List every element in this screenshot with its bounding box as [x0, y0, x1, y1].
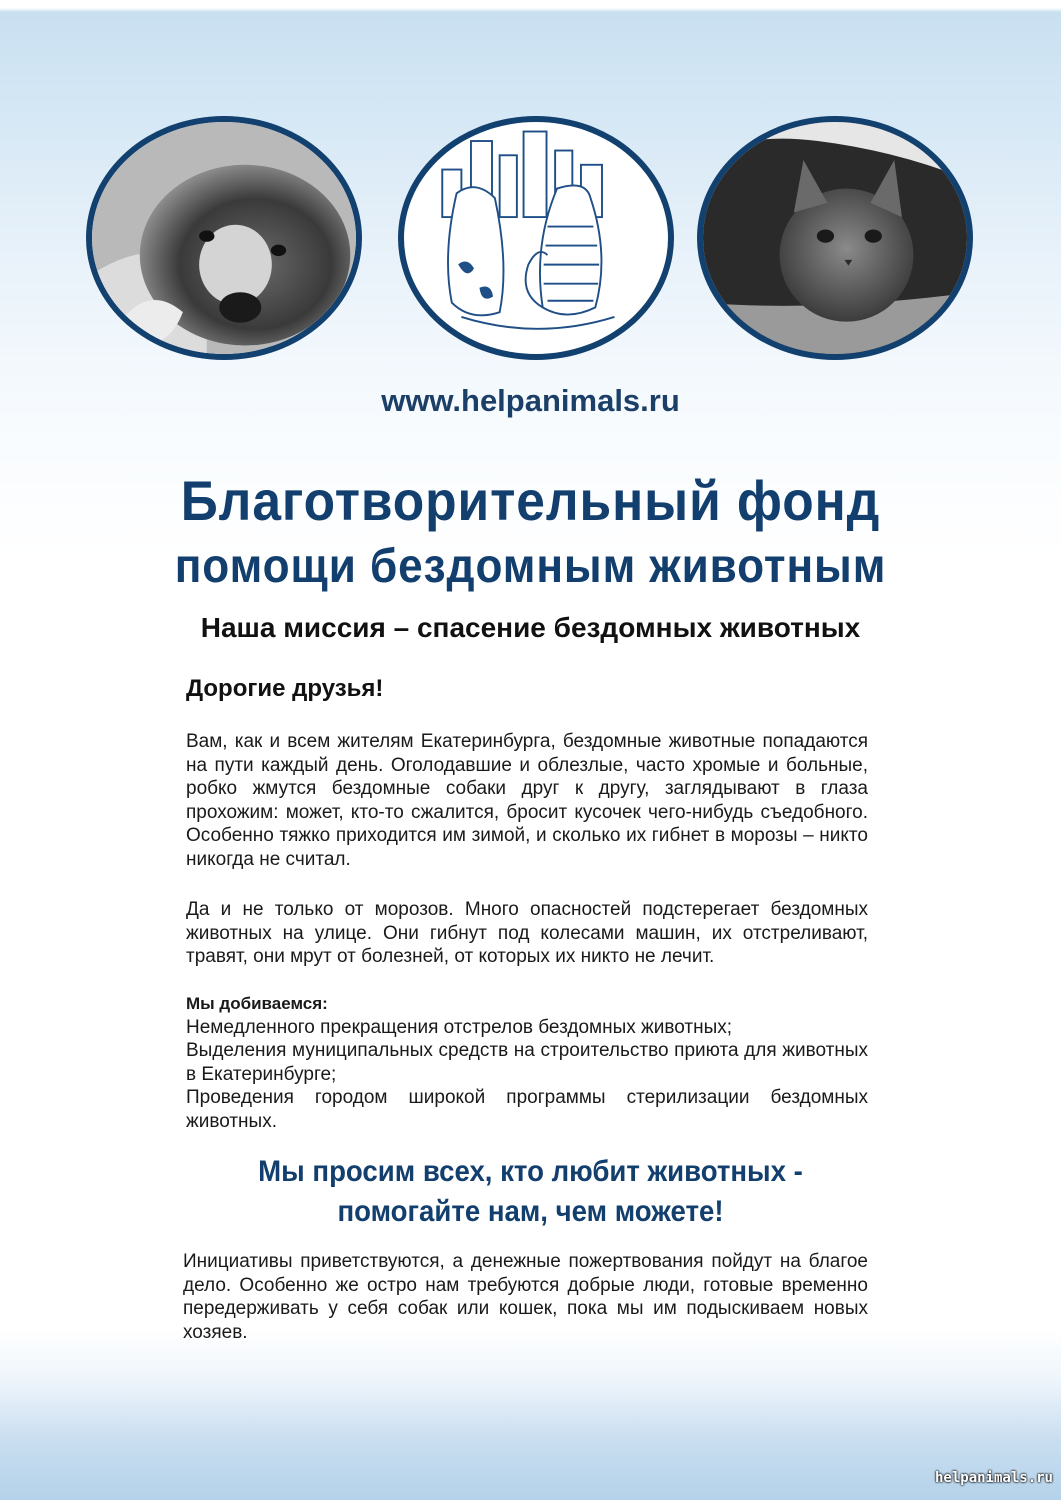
appeal-heading — [42, 1152, 1018, 1232]
logo-dog-and-cat — [398, 116, 674, 360]
page-title: Благотворительный фонд — [180, 469, 881, 532]
goals-section — [186, 992, 868, 1134]
dangers-paragraph: Да и не только от морозов. Много опасностей подстерегает бездомных животных на улице. Они гибнут под колесами машин, их отстреливают, травят, они мрут от болезней, от которых их никто не лечит. — [186, 899, 868, 968]
intro-paragraph: Вам, как и всем жителям Екатеринбурга, бездомные животные попадаются на пути каждый день. Оголодавшие и облезлые, часто хромые и больные, робко жмутся бездомные собаки друг к другу, заглядывают в глаза прохожим: может, кто-то сжалится, бросит кусочек чего-нибудь съедобного. Особенно тяжко приходится им зимой, и сколько их гибнет в морозы – никто никогда не считал. — [186, 731, 868, 870]
list-item: Выделения муниципальных средств на строительство приюта для животных в Екатеринбурге; — [186, 1040, 868, 1085]
greeting-heading: Дорогие друзья! — [186, 675, 384, 702]
list-item: Немедленного прекращения отстрелов бездомных животных; — [186, 1016, 732, 1038]
kitten-photo — [697, 116, 973, 360]
goals-heading: Мы добиваемся: — [186, 994, 328, 1013]
puppy-photo — [86, 116, 362, 360]
page-subtitle: помощи бездомным животным — [174, 540, 887, 593]
list-item: Проведения городом широкой программы стерилизации бездомных животных. — [186, 1087, 868, 1132]
appeal-line-2: помогайте нам, чем можете! — [337, 1195, 724, 1228]
goals-list — [186, 1016, 868, 1134]
watermark: helpanimals.ru — [934, 1470, 1053, 1486]
website-url[interactable]: www.helpanimals.ru — [381, 383, 680, 418]
appeal-line-1: Мы просим всех, кто любит животных - — [258, 1155, 803, 1188]
mission-statement: Наша миссия – спасение бездомных животных — [200, 612, 861, 643]
help-paragraph: Инициативы приветствуются, а денежные пожертвования пойдут на благое дело. Особенно же остро нам требуются добрые люди, готовые временно передерживать у себя собак или кошек, пока мы им подыскиваем новых хозяев. — [183, 1251, 868, 1343]
